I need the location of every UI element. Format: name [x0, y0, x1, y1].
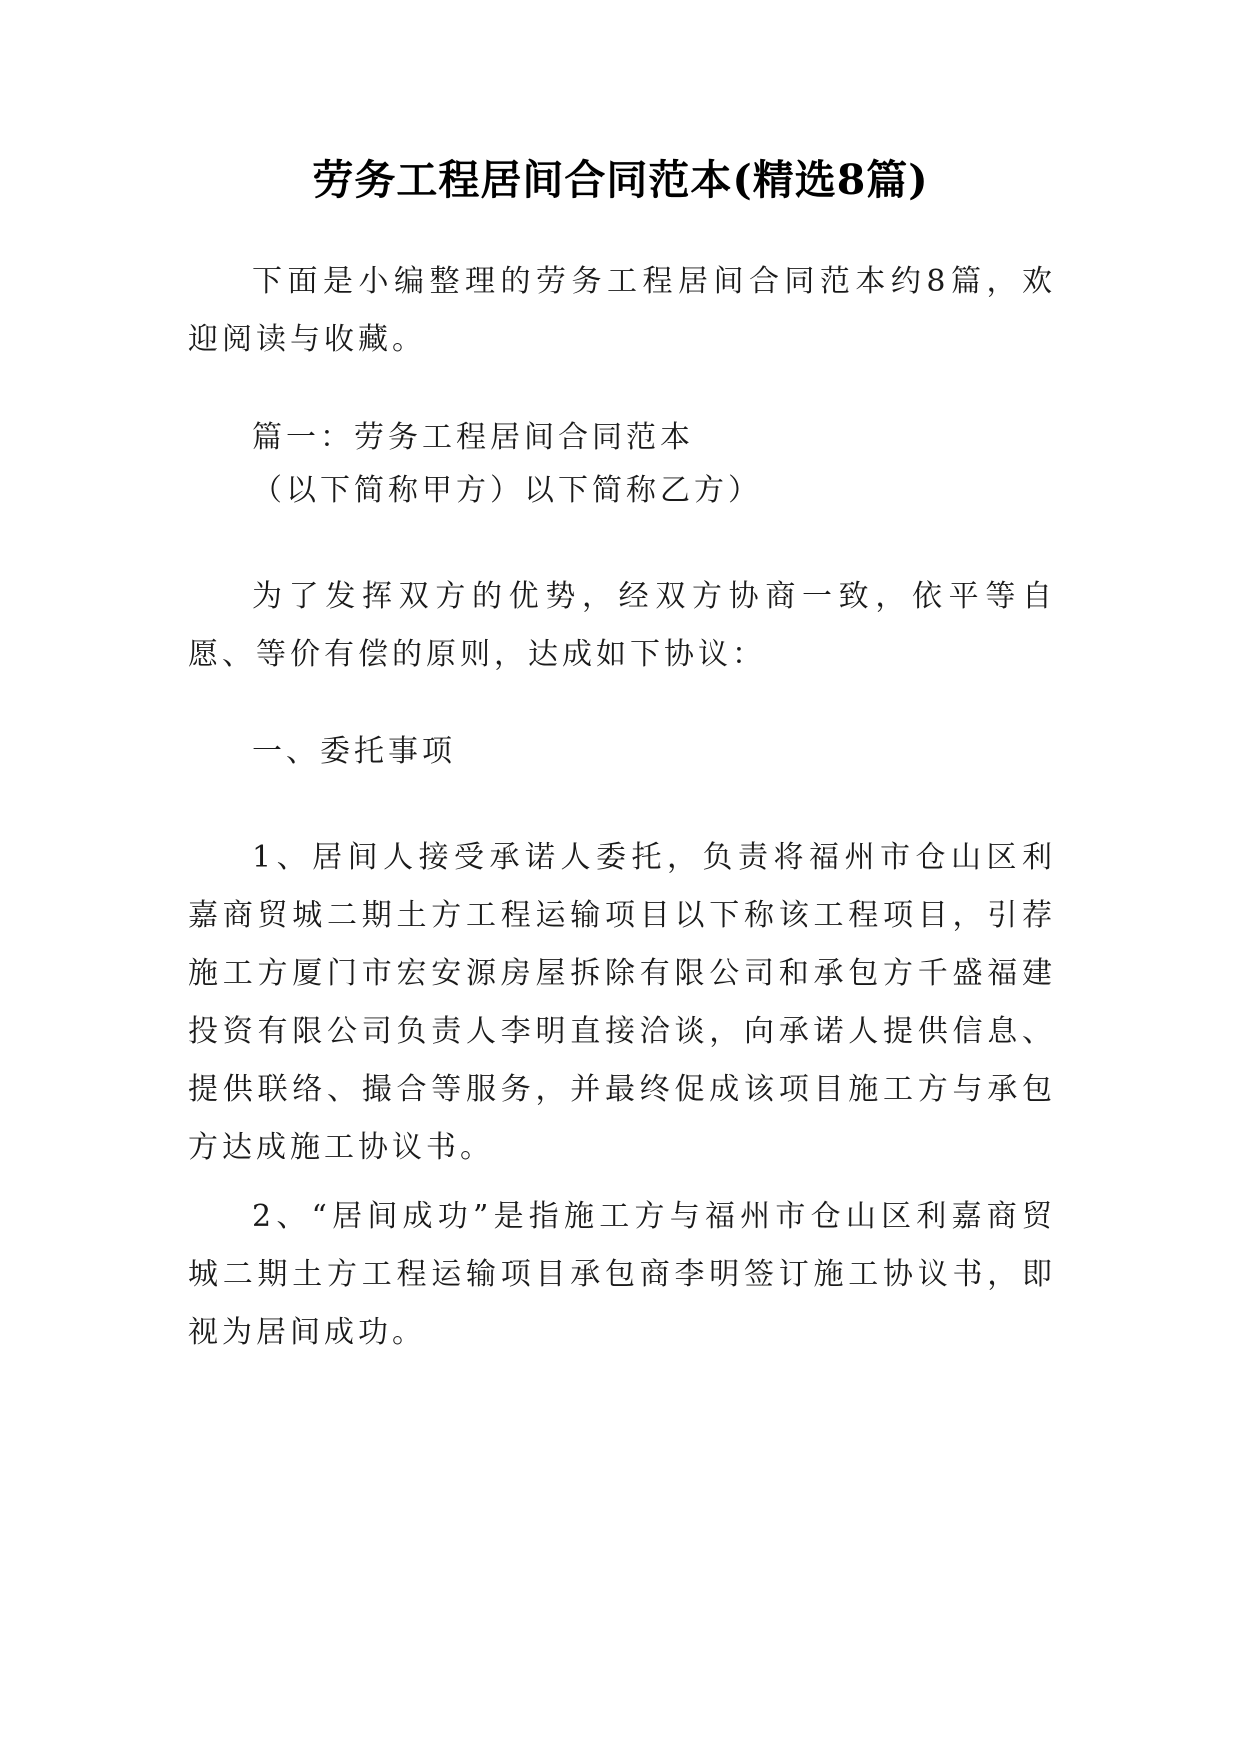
intro-paragraph: 下面是小编整理的劳务工程居间合同范本约8篇，欢迎阅读与收藏。: [188, 264, 1056, 357]
parties-note: （以下简称甲方）以下简称乙方）: [252, 473, 762, 508]
clause-1-paragraph: 1、居间人接受承诺人委托，负责将福州市仓山区利嘉商贸城二期土方工程运输项目以下称该工程项目，引荐施工方厦门市宏安源房屋拆除有限公司和承包方千盛福建投资有限公司负责人李明直接洽谈，向承诺人提供信息、提供联络、撮合等服务，并最终促成该项目施工方与承包方达成施工协议书。: [188, 840, 1056, 1165]
purpose-paragraph: 为了发挥双方的优势，经双方协商一致，依平等自愿、等价有偿的原则，达成如下协议：: [188, 579, 1056, 672]
clause-2-paragraph: 2、“居间成功”是指施工方与福州市仓山区利嘉商贸城二期土方工程运输项目承包商李明签订施工协议书，即视为居间成功。: [188, 1199, 1056, 1350]
document-title: 劳务工程居间合同范本(精选8篇): [312, 156, 929, 204]
chapter-heading: 篇一：劳务工程居间合同范本: [252, 420, 694, 455]
section-heading: 一、委托事项: [252, 734, 456, 769]
